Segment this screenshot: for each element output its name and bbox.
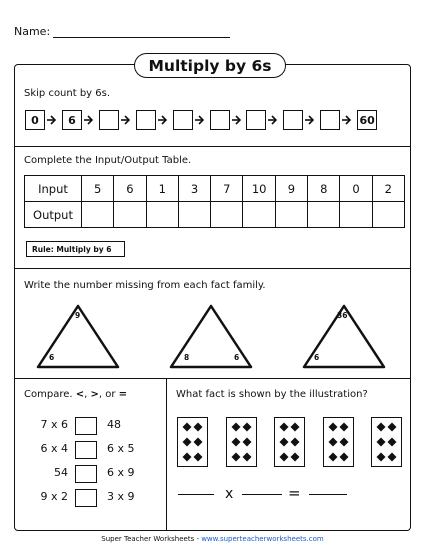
symbol-equal: = bbox=[118, 389, 128, 400]
compare-instruction bbox=[24, 389, 127, 400]
diamond-icon bbox=[183, 438, 192, 447]
io-input-label: Input bbox=[25, 176, 82, 202]
compare-right: 6 x 9 bbox=[107, 466, 135, 479]
diamond-icon bbox=[388, 438, 397, 447]
diamond-icon bbox=[340, 438, 349, 447]
triangle-3-left: 6 bbox=[314, 353, 320, 362]
compare-right: 3 x 9 bbox=[107, 490, 135, 503]
diamond-icon bbox=[388, 423, 397, 432]
dot-card bbox=[371, 417, 402, 467]
io-input-cell: 3 bbox=[178, 176, 210, 202]
answer-blank-2[interactable] bbox=[242, 494, 282, 495]
footer-link[interactable]: www.superteacherworksheets.com bbox=[201, 535, 324, 543]
compare-right: 6 x 5 bbox=[107, 442, 135, 455]
diamond-icon bbox=[194, 438, 203, 447]
diamond-icon bbox=[280, 453, 289, 462]
compare-left: 9 x 2 bbox=[40, 490, 68, 503]
diamond-icon bbox=[194, 453, 203, 462]
compare-answer-box[interactable] bbox=[75, 417, 97, 435]
diamond-icon bbox=[232, 423, 241, 432]
dot-card bbox=[177, 417, 208, 467]
compare-right: 48 bbox=[107, 418, 121, 431]
compare-left: 54 bbox=[54, 466, 68, 479]
diamond-icon bbox=[377, 423, 386, 432]
diamond-icon bbox=[291, 438, 300, 447]
diamond-icon bbox=[329, 438, 338, 447]
diamond-icon bbox=[388, 453, 397, 462]
io-input-cell: 9 bbox=[275, 176, 307, 202]
io-output-label: Output bbox=[25, 202, 82, 228]
io-input-cell: 6 bbox=[114, 176, 146, 202]
diamond-icon bbox=[183, 423, 192, 432]
skip-count-box: 60 bbox=[357, 110, 377, 130]
diamond-icon bbox=[340, 423, 349, 432]
compare-left: 6 x 4 bbox=[40, 442, 68, 455]
skip-count-box: 0 bbox=[25, 110, 45, 130]
name-label: Name: bbox=[14, 25, 51, 38]
footer bbox=[0, 535, 425, 543]
triangle-2-right: 6 bbox=[234, 353, 240, 362]
compare-answer-box[interactable] bbox=[75, 489, 97, 507]
io-input-cell: 10 bbox=[243, 176, 275, 202]
rule-box: Rule: Multiply by 6 bbox=[26, 241, 125, 257]
diamond-icon bbox=[243, 438, 252, 447]
diamond-icon bbox=[232, 453, 241, 462]
io-input-cell: 7 bbox=[211, 176, 243, 202]
diamond-icon bbox=[329, 453, 338, 462]
io-input-cell: 5 bbox=[82, 176, 114, 202]
diamond-icon bbox=[232, 438, 241, 447]
dot-card bbox=[323, 417, 354, 467]
operator-times: x bbox=[225, 486, 234, 502]
triangle-1-left: 6 bbox=[49, 353, 55, 362]
io-input-cell: 8 bbox=[308, 176, 340, 202]
diamond-icon bbox=[194, 423, 203, 432]
illustration-instruction: What fact is shown by the illustration? bbox=[176, 389, 368, 400]
skip-count-box: 6 bbox=[62, 110, 82, 130]
triangle-3-top: 36 bbox=[337, 311, 348, 320]
symbol-sep-1: , bbox=[84, 389, 88, 400]
diamond-icon bbox=[243, 453, 252, 462]
dot-card bbox=[274, 417, 305, 467]
skip-count-instruction: Skip count by 6s. bbox=[24, 88, 111, 99]
compare-prefix: Compare. bbox=[24, 389, 73, 400]
compare-left: 7 x 6 bbox=[40, 418, 68, 431]
answer-blank-3[interactable] bbox=[309, 494, 347, 495]
diamond-icon bbox=[280, 438, 289, 447]
diamond-icon bbox=[377, 453, 386, 462]
triangle-1-top: 9 bbox=[75, 311, 81, 320]
io-input-cell: 2 bbox=[372, 176, 404, 202]
io-input-cell: 1 bbox=[146, 176, 178, 202]
symbol-less: < bbox=[75, 389, 85, 400]
diamond-icon bbox=[183, 453, 192, 462]
diamond-icon bbox=[291, 453, 300, 462]
diamond-icon bbox=[291, 423, 300, 432]
diamond-icon bbox=[340, 453, 349, 462]
answer-blank-1[interactable] bbox=[178, 494, 214, 495]
io-input-cell: 0 bbox=[340, 176, 372, 202]
dot-card bbox=[226, 417, 257, 467]
worksheet-title: Multiply by 6s bbox=[134, 53, 286, 78]
diamond-icon bbox=[243, 423, 252, 432]
io-table-instruction: Complete the Input/Output Table. bbox=[24, 155, 192, 166]
fact-family-instruction: Write the number missing from each fact family. bbox=[24, 280, 266, 291]
symbol-sep-2: , or bbox=[98, 389, 116, 400]
compare-answer-box[interactable] bbox=[75, 441, 97, 459]
diamond-icon bbox=[377, 438, 386, 447]
symbol-greater: > bbox=[90, 389, 99, 400]
triangle-2-left: 8 bbox=[184, 353, 190, 362]
footer-text: Super Teacher Worksheets - bbox=[101, 535, 202, 543]
diamond-icon bbox=[329, 423, 338, 432]
diamond-icon bbox=[280, 423, 289, 432]
operator-equals: = bbox=[288, 484, 301, 502]
compare-answer-box[interactable] bbox=[75, 465, 97, 483]
